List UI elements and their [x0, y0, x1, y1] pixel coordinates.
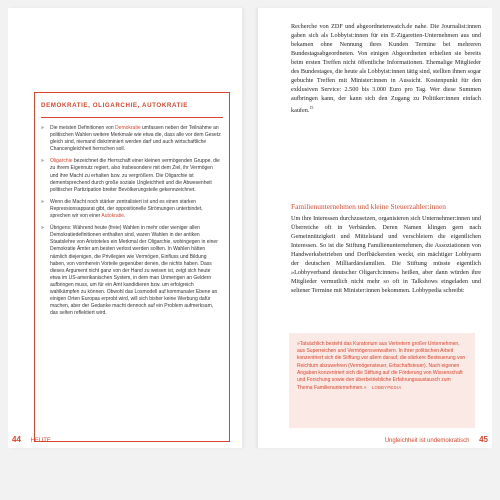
bullet-icon: » — [41, 198, 44, 205]
body-paragraph: Recherche von ZDF und abgeordnetenwatch.de nahe. Die Journalist:innen gaben sich als Lobbyist:innen für ein E-Zigaretten-Unternehmen aus und bekamen ohne Nennung ihres Kunden Termine bei mehreren Bundestagsabgeordneten. Von einigen Abgeordneten erhielten sie bereits beim ersten Treffen nicht öffentliche Informationen. Ehemalige Mitglieder des Bundestages, die heute als Lobbyist:innen tätig sind, stellten ihnen sogar gebuchte Treffen mit Minister:innen in Aussicht. Kostenpunkt für den exklusiven Service: 2.500 bis 3.000 Euro pro Tag. Wer diese Summen aufbringen kann, der kann sich den Zugang zu Politiker:innen einfach kaufen.$^{15}$ — [291, 23, 481, 115]
body-paragraph: Um ihre Interessen durchzusetzen, organisieren sich Unternehmer:innen und Überreiche oft in Verbänden. Deren Namen klingen gern nach Gemeinnützigkeit und Mittelstand und verschleiern die eigentlichen Interessen. So ist die Stiftung Familienunternehmen, die Assoziationen von Handwerksbetrieben und Dorfbäckereien weckt, ein mächtiger Lobbyarm der deutschen Milliardärsfamilien. Die Stiftung müsste eigentlich »Lobbyverband deutscher Oligarch:innen« heißen, aber dann würden ihre Mitglieder vermutlich nicht mehr so oft in Talkshows eingeladen und seltener Termine mit Minister:innen bekommen. Lobbypedia schreibt: — [291, 215, 481, 294]
highlight-term: Oligarchie — [50, 158, 73, 165]
bullet-icon: » — [41, 225, 44, 232]
list-item: » Wenn die Macht noch stärker zentralisiert ist und es einen starken Repressionsapparat gibt, der oppositionelle Strömungen unterbindet, sprechen wir von einer Autokratie. — [41, 198, 203, 220]
right-folio — [385, 435, 488, 444]
list-item: » Oligarchie bezeichnet die Herrschaft einer kleinen vermögenden Gruppe, die zu ihrem Eigennutz regiert, also insbesondere mit dem Ziel, ihr Vermögen und ihre Macht zu erhalten bzw. zu vergrößern. Die Oligarchie ist dementsprechend durch große soziale Ungleichheit und die Abwesenheit politischer Partizipation breiter Bevölkerungsteile gekennzeichnet. — [41, 158, 220, 193]
right-page — [258, 8, 492, 448]
box-divider — [41, 117, 223, 118]
quote-source: LOBBYPEDIA — [371, 385, 402, 391]
running-head: HEUTE — [30, 438, 51, 444]
highlight-term: Autokratie — [101, 213, 124, 220]
box-list — [41, 125, 221, 322]
highlight-term: Demokratie — [115, 125, 141, 131]
page-number: 45 — [479, 435, 488, 444]
bullet-icon: » — [41, 125, 44, 131]
running-head: Ungleichheit ist undemokratisch — [384, 438, 470, 444]
section-heading: Familienunternehmen und kleine Steuerzahler:innen — [291, 202, 446, 211]
bullet-icon: » — [41, 158, 44, 165]
info-box — [34, 92, 230, 442]
box-title: DEMOKRATIE, OLIGARCHIE, AUTOKRATIE — [41, 102, 189, 109]
pull-quote — [289, 333, 475, 428]
list-item: » Übrigens: Während heute (freie) Wahlen in mehr oder weniger allen Demokratiedefinitionen enthalten sind, waren Wahlen in der antiken Staatslehre von Aristoteles ein Merkmal der Oligarchie, wohingegen in einer Demokratie Ämter am besten verlost werden sollten. In Wahlen hätten nämlich diejenigen, die Privilegien wie Vermögen, Einfluss und Bildung haben, von vornherein Vorteile gegenüber denen, die nichts haben. Dass dieses Argument nicht ganz von der Hand zu weisen ist, zeigt sich heute etwa im US-amerikanischen System, in dem man Unmengen an Geldern aufbringen muss, um für ein Amt kandidieren bzw. um erfolgreich wahlkämpfen zu können. Obwohl das Losmodell auf kommunaler Ebene an einigen Orten Europas erprobt wird, will sich bisher keine Werbung dafür machen, aber der Gedanke macht dennoch auf ein Problem aufmerksam, das selten reflektiert wird. — [41, 225, 218, 317]
page-number: 44 — [12, 435, 21, 444]
quote-text: »Tatsächlich besteht das Kuratorium aus Vertretern großer Unternehmen, aus Superreichen und Vermögensverwaltern. In ihrer politischen Arbeit konzentriert sich die Stiftung vor allem darauf, die stärkere Besteuerung von Reichtum abzuwehren (Vermögensteuer, Erbschaftsteuer). Nach eigenen Angaben konzentriert sich die Stiftung auf die Förderung von Wissenschaft und Forschung sowie den überbetriebliche Erfahrungsaustausch zum Thema Familienunternehmen.« — [297, 341, 466, 392]
list-item: » Die meisten Definitionen von Demokratie umfassen neben der Teilnahme an politischen Wahlen weitere Merkmale wie etwa die, dass alle vor dem Gesetz gleich sind, niemand diskriminiert werden darf und auch wirtschaftliche Chancengleichheit herrschen soll. — [41, 125, 221, 153]
left-page — [8, 8, 242, 448]
left-folio — [12, 435, 51, 444]
footnote-marker: 15 — [309, 105, 314, 110]
